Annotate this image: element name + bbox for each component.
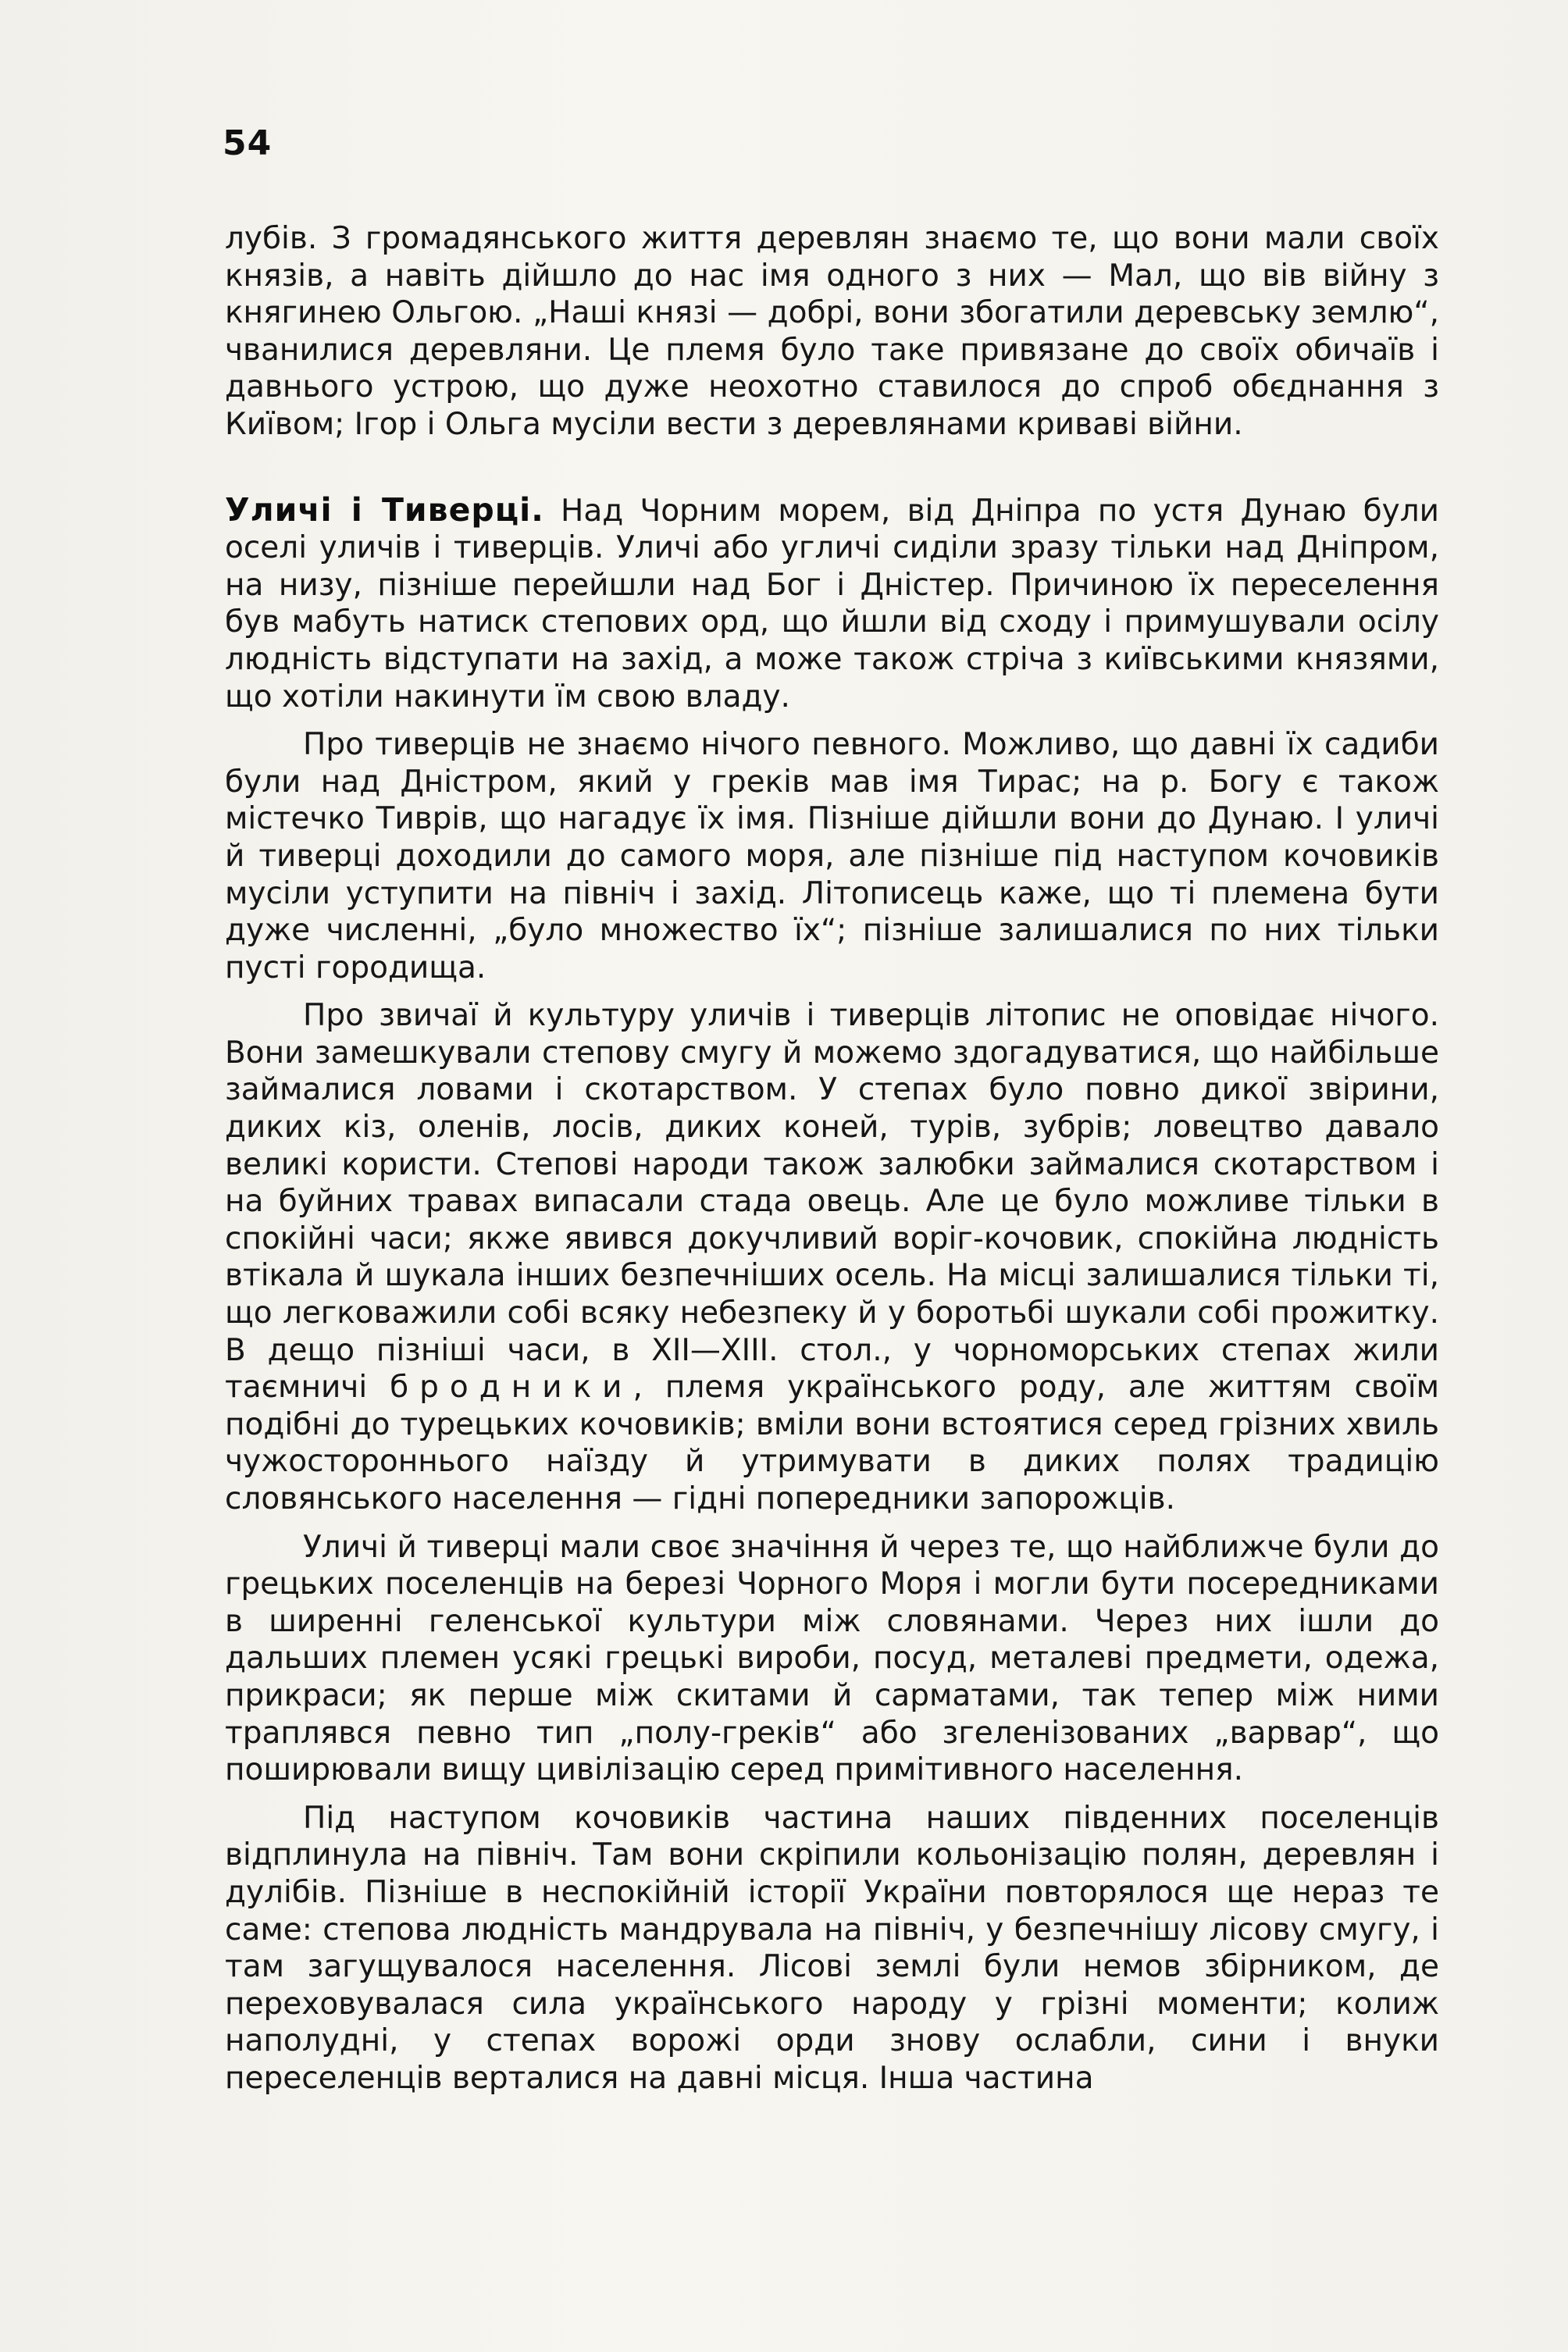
paragraph-greek-mediators: Уличі й тиверці мали своє значіння й через те, що найближче були до грецьких поселенців на березі Чорного Моря і могли бути посередниками в ширенні геленської культури між словянами. Через них ішли до дальших племен усякі грецькі вироби, посуд, металеві предмети, одежа, прикраси; як перше між скитами й сарматами, так тепер між ними траплявся певно тип „полу-греків“ або згеленізованих „варвар“, що поширювали вищу цивілізацію серед примітивного населення.	[225, 1529, 1439, 1788]
page-number: 54	[223, 123, 273, 163]
section-ulychi-tyvertsi	[225, 492, 1439, 2097]
paragraph-customs-part2: , племя українського роду, але життям своїм подібні до турецьких кочовиків; вміли вони встоятися серед грізних хвиль чужостороннього наїзду й утримувати в диких полях традицію словянського населення — гідні попередники запорожців.	[225, 1370, 1440, 1516]
section-heading: Уличі і Тиверці.	[225, 490, 544, 529]
spaced-term-brodnyky: бродники	[390, 1370, 633, 1406]
paragraph-migration: Під наступом кочовиків частина наших південних поселенців відплинула на північ. Там вони скріпили кольонізацію полян, деревлян і дулібів. Пізніше в неспокійній історії України повторялося ще нераз те саме: степова людність мандрувала на північ, у безпечнішу лісову смугу, і там загущувалося населення. Лісові землі були немов збірником, де переховувалася сила українського народу у грізні моменти; колиж наполудні, у степах ворожі орди знову ослабли, сини і внуки переселенців верталися на давні місця. Інша частина	[225, 1800, 1439, 2096]
page-body	[225, 220, 1439, 2097]
section-first-paragraph-text: Над Чорним морем, від Дніпра по устя Дунаю були оселі уличів і тиверців. Уличі або угличі сиділи зразу тільки над Дніпром, на низу, пізніше перейшли над Бог і Дністер. Причиною їх переселення був мабуть натиск степових орд, що йшли від сходу і примушували осілу людність відступати на захід, а може також стріча з київськими князями, що хотіли накинути їм свою владу.	[225, 493, 1439, 715]
intro-paragraph: лубів. З громадянського життя деревлян знаємо те, що вони мали своїх князів, а навіть дійшло до нас імя одного з них — Мал, що вів війну з княгинею Ольгою. „Наші князі — добрі, вони збогатили деревську землю“, чванилися деревляни. Це племя було таке привязане до своїх обичаїв і давнього устрою, що дуже неохотно ставилося до спроб обєднання з Київом; Ігор і Ольга мусіли вести з деревлянами криваві війни.	[225, 221, 1439, 442]
section-first-paragraph	[225, 492, 1439, 716]
paragraph-tyvertsi: Про тиверців не знаємо нічого певного. Можливо, що давні їх садиби були над Дністром, який у греків мав імя Тирас; на р. Богу є також містечко Тиврів, що нагадує їх імя. Пізніше дійшли вони до Дунаю. І уличі й тиверці доходили до самого моря, але пізніше під наступом кочовиків мусіли уступити на північ і захід. Літописець каже, що ті племена бути дуже численні, „було множество їх“; пізніше залишалися по них тільки пусті городища.	[225, 727, 1439, 985]
paragraph-customs-part1: Про звичаї й культуру уличів і тиверців літопис не оповідає нічого. Вони замешкували степову смугу й можемо здогадуватися, що найбільше займалися ловами і скотарством. У степах було повно дикої звірини, диких кіз, оленів, лосів, диких коней, турів, зубрів; ловецтво давало великі користи. Степові народи також залюбки займалися скотарством і на буйних травах випасали стада овець. Але це було можливе тільки в спокійні часи; якже явився докучливий воріг-кочовик, спокійна людність втікала й шукала інших безпечніших осель. На місці залишалися тільки ті, що легковажили собі всяку небезпеку й у боротьбі шукали собі прожитку. В дещо пізніші часи, в XII—XIII. стол., у чорноморських степах жили таємничі	[225, 998, 1439, 1406]
paragraph-customs	[225, 997, 1439, 1517]
